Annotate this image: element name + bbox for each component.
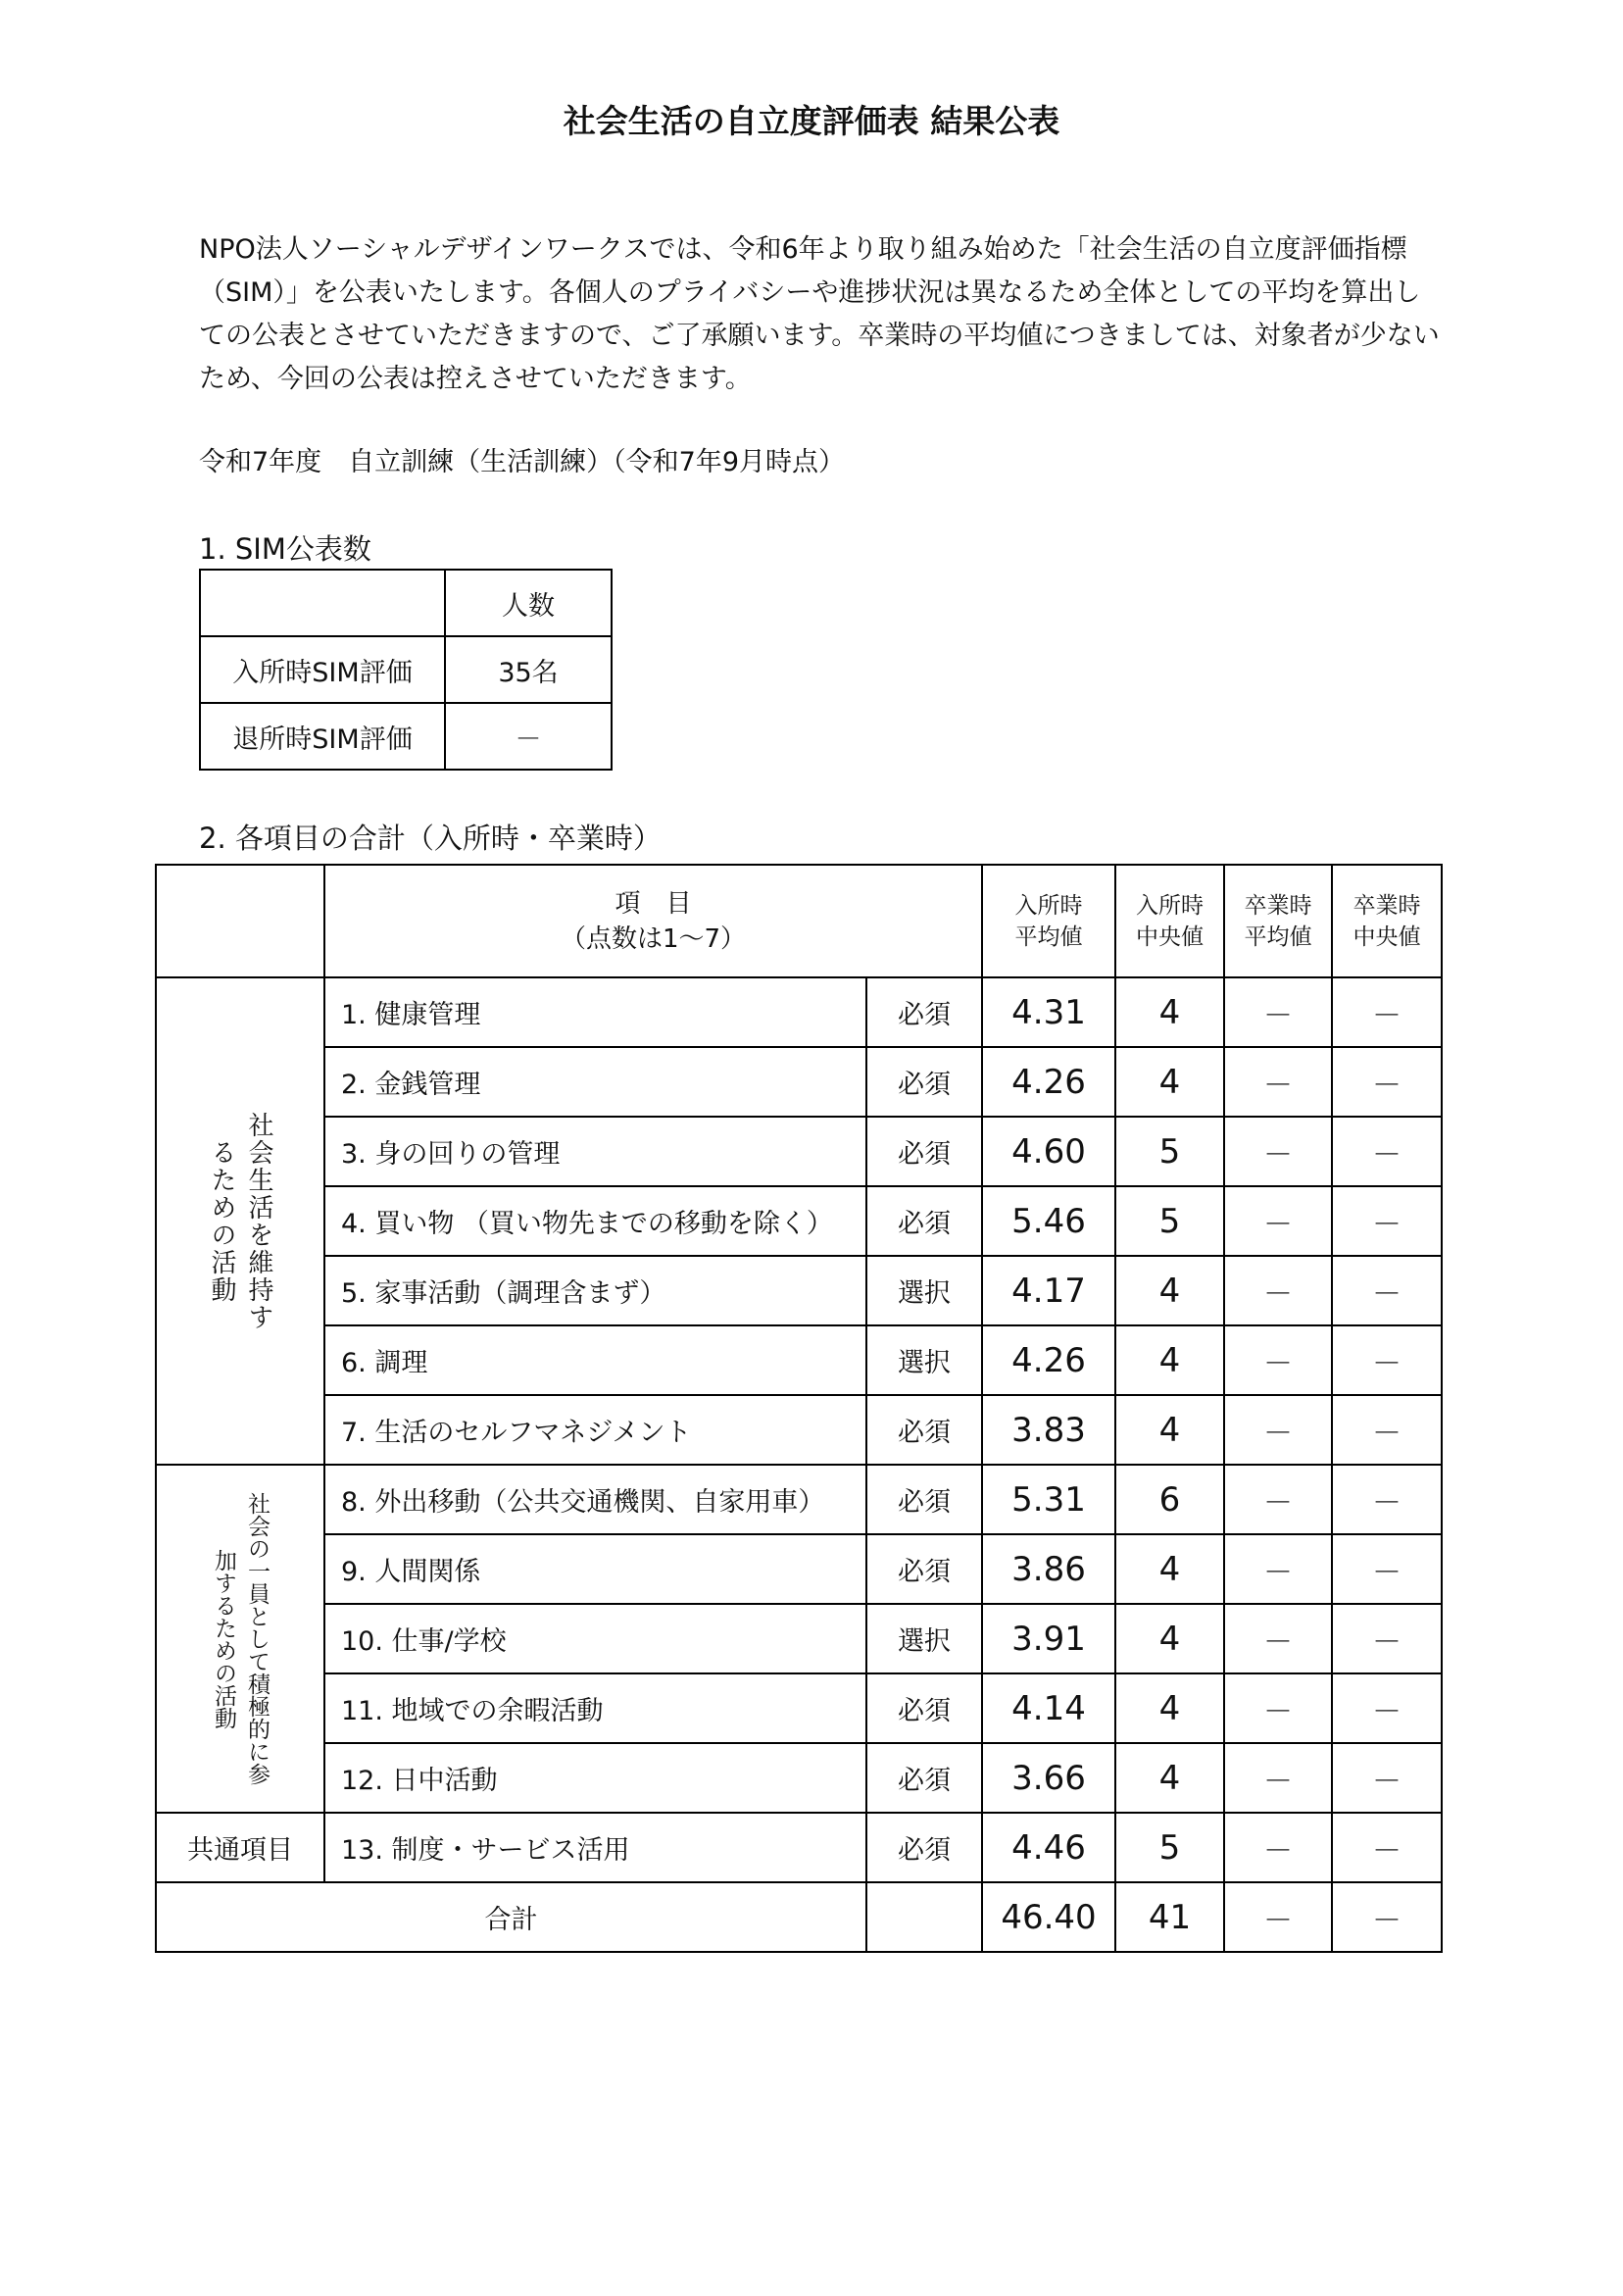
- table-row: [200, 703, 612, 770]
- row-value: 35名: [445, 636, 612, 703]
- admit-med: 5: [1115, 1813, 1224, 1882]
- total-row: [156, 1882, 1442, 1952]
- row-label: 入所時SIM評価: [200, 636, 445, 703]
- item-name: 1. 健康管理: [324, 977, 866, 1047]
- intro-paragraph: NPO法人ソーシャルデザインワークスでは、令和6年より取り組み始めた「社会生活の自立度評価指標（SIM）」を公表いたします。各個人のプライバシーや進捗状況は異なるため全体としての平均を算出しての公表とさせていただきますので、ご了承願います。卒業時の平均値につきましては、対象者が少ないため、今回の公表は控えさせていただきます。: [199, 234, 1440, 394]
- table-row: [156, 1673, 1442, 1743]
- table-row: [156, 1047, 1442, 1117]
- grad-med: －: [1332, 1673, 1442, 1743]
- requirement: 必須: [866, 1743, 982, 1813]
- table-row: [156, 1465, 1442, 1534]
- table-row: [156, 1813, 1442, 1882]
- item-name: 7. 生活のセルフマネジメント: [324, 1395, 866, 1465]
- section1-title: 1. SIM公表数: [199, 532, 371, 566]
- period-label: 令和7年度 自立訓練（生活訓練）（令和7年9月時点）: [199, 447, 846, 477]
- table-row: [156, 1325, 1442, 1395]
- requirement: 必須: [866, 1673, 982, 1743]
- admit-med: 4: [1115, 1604, 1224, 1673]
- admit-avg: 5.31: [982, 1465, 1115, 1534]
- requirement: 必須: [866, 1047, 982, 1117]
- item-header: [324, 865, 982, 977]
- header-line: 中央値: [1352, 923, 1421, 950]
- grad-avg: －: [1224, 1604, 1332, 1673]
- table-header-row: [156, 865, 1442, 977]
- grad-med: －: [1332, 1186, 1442, 1256]
- admit-avg-header: [982, 865, 1115, 977]
- table-row: [156, 1186, 1442, 1256]
- item-name: 10. 仕事/学校: [324, 1604, 866, 1673]
- item-score-table: [155, 864, 1443, 1953]
- grad-avg: －: [1224, 1325, 1332, 1395]
- item-name: 4. 買い物 （買い物先までの移動を除く）: [324, 1186, 866, 1256]
- admit-med-header: [1115, 865, 1224, 977]
- header-line: 入所時: [1136, 892, 1204, 919]
- table-row: [156, 1256, 1442, 1325]
- sim-count-table: [199, 569, 613, 771]
- grad-avg: －: [1224, 1673, 1332, 1743]
- admit-med: 4: [1115, 1325, 1224, 1395]
- item-name: 2. 金銭管理: [324, 1047, 866, 1117]
- grad-avg: －: [1224, 1186, 1332, 1256]
- requirement: 必須: [866, 1465, 982, 1534]
- admit-med: 4: [1115, 1395, 1224, 1465]
- table-row: [156, 977, 1442, 1047]
- admit-med: 4: [1115, 1534, 1224, 1604]
- requirement: 選択: [866, 1256, 982, 1325]
- item-name: 9. 人間関係: [324, 1534, 866, 1604]
- category-common: 共通項目: [156, 1813, 324, 1882]
- admit-med: 6: [1115, 1465, 1224, 1534]
- admit-med: 4: [1115, 1047, 1224, 1117]
- total-admit-avg: 46.40: [982, 1882, 1115, 1952]
- total-label: 合計: [156, 1882, 866, 1952]
- admit-avg: 4.31: [982, 977, 1115, 1047]
- admit-avg: 4.26: [982, 1325, 1115, 1395]
- admit-avg: 5.46: [982, 1186, 1115, 1256]
- grad-avg: －: [1224, 977, 1332, 1047]
- table-row: [200, 636, 612, 703]
- grad-med: －: [1332, 977, 1442, 1047]
- header-line: 平均値: [1244, 923, 1312, 950]
- table-row: [156, 1117, 1442, 1186]
- item-name: 8. 外出移動（公共交通機関、自家用車）: [324, 1465, 866, 1534]
- table-row: [200, 570, 612, 636]
- grad-med: －: [1332, 1047, 1442, 1117]
- item-header-line2: （点数は1～7）: [560, 923, 747, 954]
- grad-med: －: [1332, 1465, 1442, 1534]
- category-label: 社会生活を維持するための活動: [207, 1111, 273, 1331]
- category-label: 社会の一員として積極的に参加するための活動: [211, 1492, 270, 1785]
- requirement: 必須: [866, 1813, 982, 1882]
- requirement: 選択: [866, 1325, 982, 1395]
- header-line: 卒業時: [1352, 892, 1421, 919]
- grad-avg: －: [1224, 1743, 1332, 1813]
- row-label: 退所時SIM評価: [200, 703, 445, 770]
- requirement: 必須: [866, 1534, 982, 1604]
- admit-med: 4: [1115, 1673, 1224, 1743]
- grad-med-header: [1332, 865, 1442, 977]
- grad-avg: －: [1224, 1395, 1332, 1465]
- admit-avg: 4.14: [982, 1673, 1115, 1743]
- table-row: [156, 1534, 1442, 1604]
- admit-med: 4: [1115, 977, 1224, 1047]
- page-title: 社会生活の自立度評価表 結果公表: [563, 102, 1060, 140]
- item-header-line1: 項 目: [615, 888, 692, 919]
- item-name: 3. 身の回りの管理: [324, 1117, 866, 1186]
- row-value: －: [445, 703, 612, 770]
- admit-avg: 3.83: [982, 1395, 1115, 1465]
- header-line: 平均値: [1014, 923, 1083, 950]
- requirement: 必須: [866, 1395, 982, 1465]
- requirement: 必須: [866, 977, 982, 1047]
- admit-avg: 4.46: [982, 1813, 1115, 1882]
- admit-med: 4: [1115, 1256, 1224, 1325]
- total-admit-med: 41: [1115, 1882, 1224, 1952]
- grad-med: －: [1332, 1604, 1442, 1673]
- grad-avg: －: [1224, 1256, 1332, 1325]
- table-row: [156, 1743, 1442, 1813]
- admit-avg: 3.91: [982, 1604, 1115, 1673]
- grad-avg: －: [1224, 1534, 1332, 1604]
- grad-med: －: [1332, 1813, 1442, 1882]
- total-grad-avg: －: [1224, 1882, 1332, 1952]
- section2-title: 2. 各項目の合計（入所時・卒業時）: [199, 822, 662, 855]
- grad-avg: －: [1224, 1117, 1332, 1186]
- requirement: 必須: [866, 1117, 982, 1186]
- total-grad-med: －: [1332, 1882, 1442, 1952]
- admit-med: 5: [1115, 1117, 1224, 1186]
- header-line: 入所時: [1014, 892, 1083, 919]
- table-row: [156, 1395, 1442, 1465]
- grad-med: －: [1332, 1395, 1442, 1465]
- admit-avg: 4.60: [982, 1117, 1115, 1186]
- admit-avg: 4.17: [982, 1256, 1115, 1325]
- grad-med: －: [1332, 1325, 1442, 1395]
- category-maintain-life: [156, 977, 324, 1465]
- table-row: [156, 1604, 1442, 1673]
- grad-avg: －: [1224, 1813, 1332, 1882]
- requirement: 必須: [866, 1186, 982, 1256]
- grad-med: －: [1332, 1117, 1442, 1186]
- requirement: 選択: [866, 1604, 982, 1673]
- admit-avg: 3.66: [982, 1743, 1115, 1813]
- item-name: 11. 地域での余暇活動: [324, 1673, 866, 1743]
- grad-avg: －: [1224, 1465, 1332, 1534]
- admit-med: 4: [1115, 1743, 1224, 1813]
- item-name: 12. 日中活動: [324, 1743, 866, 1813]
- grad-med: －: [1332, 1743, 1442, 1813]
- empty-cell: [866, 1882, 982, 1952]
- item-name: 5. 家事活動（調理含まず）: [324, 1256, 866, 1325]
- category-social-participation: [156, 1465, 324, 1813]
- empty-header-cell: [156, 865, 324, 977]
- header-line: 卒業時: [1244, 892, 1312, 919]
- admit-med: 5: [1115, 1186, 1224, 1256]
- grad-med: －: [1332, 1534, 1442, 1604]
- grad-med: －: [1332, 1256, 1442, 1325]
- empty-header-cell: [200, 570, 445, 636]
- item-name: 6. 調理: [324, 1325, 866, 1395]
- admit-avg: 3.86: [982, 1534, 1115, 1604]
- item-name: 13. 制度・サービス活用: [324, 1813, 866, 1882]
- count-header: 人数: [445, 570, 612, 636]
- admit-avg: 4.26: [982, 1047, 1115, 1117]
- grad-avg: －: [1224, 1047, 1332, 1117]
- grad-avg-header: [1224, 865, 1332, 977]
- header-line: 中央値: [1136, 923, 1204, 950]
